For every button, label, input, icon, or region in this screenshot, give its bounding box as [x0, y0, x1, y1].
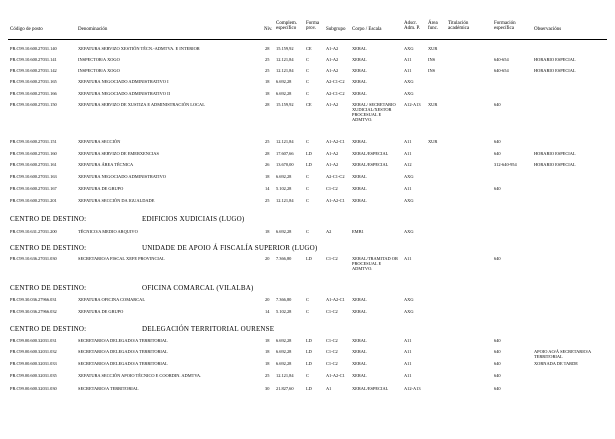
section-label: CENTRO DE DESTINO: — [10, 244, 87, 252]
cell-corpo: XERAL/ SECRETARIO XUDICIAL/XESTOR PROCESUAL E ADMTVO. — [352, 102, 396, 122]
cell-area: INS — [428, 68, 436, 73]
cell-corpo: EMB1 — [352, 229, 364, 234]
cell-forma: C — [306, 68, 309, 73]
cell-nivel: 18 — [265, 79, 270, 84]
cell-forma: C — [306, 91, 309, 96]
header-codigo: Código de posto — [10, 27, 43, 32]
cell-forma: LD — [306, 386, 312, 391]
cell-adscricion: A11 — [404, 338, 412, 343]
cell-code: PR.C99.00.600.32031.035 — [10, 373, 57, 378]
cell-forma: CE — [306, 46, 312, 51]
cell-nivel: 18 — [265, 229, 270, 234]
cell-observacions: HORARIO ESPECIAL — [534, 68, 576, 73]
cell-formacion: 640 — [494, 373, 501, 378]
cell-adscricion: A11 — [404, 256, 412, 261]
cell-complemento: 6.692,28 — [276, 229, 292, 234]
cell-forma: C — [306, 198, 309, 203]
cell-code: PR.C99.00.600.32031.033 — [10, 361, 57, 366]
cell-adscricion: AXG — [404, 79, 414, 84]
cell-code: PR.C99.10.600.27031.163 — [10, 174, 57, 179]
cell-corpo: XERAL/TRAMITAD OR PROCESUAL E ADMTVO. — [352, 256, 398, 271]
cell-complemento: 17.607,66 — [276, 151, 294, 156]
cell-formacion: 640-654 — [494, 68, 509, 73]
cell-corpo: XERAL — [352, 198, 367, 203]
cell-complemento: 6.692,28 — [276, 91, 292, 96]
header-complemento: Complem. específico — [276, 21, 297, 32]
cell-denominacion: XEFATURA ÁREA TÉCNICA — [78, 162, 134, 167]
cell-adscricion: AXG — [404, 174, 414, 179]
cell-subgrupo: C1-C2 — [326, 309, 338, 314]
cell-area: XUR — [428, 46, 438, 51]
header-subgrupo: Subgrupo — [326, 27, 346, 32]
cell-adscricion: A11 — [404, 186, 412, 191]
cell-adscricion: A12-A13 — [404, 386, 421, 391]
cell-observacions: XORNADA DE TARDE — [534, 361, 578, 366]
cell-area: XUR — [428, 139, 438, 144]
cell-complemento: 7.366,80 — [276, 297, 292, 302]
header-area: Área func. — [428, 21, 439, 32]
cell-forma: C — [306, 186, 309, 191]
cell-subgrupo: C1-C2 — [326, 186, 338, 191]
section-label: CENTRO DE DESTINO: — [10, 325, 87, 333]
cell-complemento: 6.692,28 — [276, 349, 292, 354]
cell-denominacion: XEFATURA OFICINA COMARCAL — [78, 297, 146, 302]
cell-subgrupo: A1-A2 — [326, 46, 339, 51]
cell-nivel: 25 — [265, 139, 270, 144]
cell-denominacion: SECRETARIO/A FISCAL XEFE PROVINCIAL — [78, 256, 165, 261]
cell-subgrupo: A2-C1-C2 — [326, 174, 345, 179]
cell-subgrupo: A1-A2 — [326, 57, 339, 62]
cell-formacion: 312-640-954 — [494, 162, 517, 167]
cell-corpo: XERAL/ESPECIAL — [352, 162, 389, 167]
cell-nivel: 18 — [265, 174, 270, 179]
cell-denominacion: TÉCNICO/A MEDIO ARQUIVO — [78, 229, 138, 234]
cell-nivel: 25 — [265, 57, 270, 62]
cell-complemento: 5.102,28 — [276, 186, 292, 191]
section-name: EDIFICIOS XUDICIAIS (LUGO) — [142, 215, 245, 223]
cell-nivel: 18 — [265, 338, 270, 343]
cell-complemento: 21.827,60 — [276, 386, 294, 391]
cell-adscricion: A12-A13 — [404, 102, 421, 107]
cell-subgrupo: A1-A2-C1 — [326, 373, 345, 378]
header-corpo: Corpo / Escala — [352, 27, 382, 32]
cell-adscricion: A11 — [404, 68, 412, 73]
cell-forma: LD — [306, 162, 312, 167]
cell-observacions: APOIO AO/Á SECRETARIO/A TERRITORIAL — [534, 349, 591, 359]
cell-corpo: XERAL — [352, 338, 367, 343]
cell-adscricion: AXG — [404, 91, 414, 96]
cell-complemento: 6.692,28 — [276, 79, 292, 84]
cell-observacions: HORARIO ESPECIAL — [534, 151, 576, 156]
cell-nivel: 20 — [265, 297, 270, 302]
cell-adscricion: A11 — [404, 361, 412, 366]
cell-nivel: 25 — [265, 68, 270, 73]
cell-adscricion: A11 — [404, 57, 412, 62]
cell-adscricion: AXG — [404, 229, 414, 234]
cell-nivel: 14 — [265, 309, 270, 314]
cell-complemento: 12.121,84 — [276, 373, 294, 378]
cell-forma: C — [306, 79, 309, 84]
cell-nivel: 30 — [265, 386, 270, 391]
cell-complemento: 6.692,28 — [276, 361, 292, 366]
cell-formacion: 640 — [494, 139, 501, 144]
cell-complemento: 15.159,92 — [276, 46, 294, 51]
cell-nivel: 18 — [265, 361, 270, 366]
cell-formacion: 640 — [494, 349, 501, 354]
cell-corpo: XERAL — [352, 57, 367, 62]
cell-denominacion: XEFATURA NEGOCIADO ADMINISTRATIVO — [78, 174, 166, 179]
cell-complemento: 12.121,84 — [276, 68, 294, 73]
cell-nivel: 28 — [265, 46, 270, 51]
cell-complemento: 7.366,80 — [276, 256, 292, 261]
cell-corpo: XERAL — [352, 68, 367, 73]
cell-denominacion: XEFATURA NEGOCIADO ADMINISTRATIVO II — [78, 91, 170, 96]
cell-adscricion: A12 — [404, 162, 412, 167]
cell-corpo: XERAL/ESPECIAL — [352, 151, 389, 156]
cell-denominacion: XEFATURA SERVIZO DE XUSTIZA E ADMINISTRACIÓN LOCAL — [78, 102, 205, 107]
cell-adscricion: AXG — [404, 198, 414, 203]
cell-subgrupo: A1-A2 — [326, 151, 339, 156]
cell-forma: C — [306, 229, 309, 234]
header-observacions: Observacións — [534, 27, 562, 32]
cell-complemento: 12.121,84 — [276, 139, 294, 144]
cell-denominacion: INSPECTOR/A XOGO — [78, 68, 120, 73]
cell-corpo: XERAL — [352, 46, 367, 51]
cell-adscricion: AXG — [404, 309, 414, 314]
cell-area: INS — [428, 57, 436, 62]
cell-code: PR.C99.10.600.27031.140 — [10, 46, 57, 51]
cell-formacion: 640-654 — [494, 57, 509, 62]
cell-formacion: 640 — [494, 361, 501, 366]
cell-formacion: 640 — [494, 102, 501, 107]
cell-nivel: 26 — [265, 162, 270, 167]
cell-corpo: XERAL — [352, 174, 367, 179]
cell-forma: C — [306, 297, 309, 302]
cell-corpo: XERAL/ESPECIAL — [352, 386, 389, 391]
cell-subgrupo: C1-C2 — [326, 338, 338, 343]
cell-nivel: 18 — [265, 349, 270, 354]
cell-forma: C — [306, 373, 309, 378]
cell-code: PR.C99.10.631.27031.200 — [10, 229, 57, 234]
cell-subgrupo: A1 — [326, 386, 332, 391]
section-name: OFICINA COMARCAL (VILALBA) — [142, 284, 254, 292]
cell-adscricion: A11 — [404, 139, 412, 144]
cell-denominacion: XEFATURA SECCIÓN APOIO TÉCNICO E COORDIN. ADMTVA. — [78, 373, 202, 378]
cell-complemento: 5.102,28 — [276, 309, 292, 314]
cell-adscricion: AXG — [404, 46, 414, 51]
header-nivel: Niv. — [264, 27, 273, 32]
cell-code: PR.C99.10.636.27031.030 — [10, 256, 57, 261]
cell-denominacion: SECRETARIO/A DELEGADO/A TERRITORIAL — [78, 361, 168, 366]
cell-forma: C — [306, 57, 309, 62]
cell-code: PR.C99.10.600.27031.151 — [10, 139, 57, 144]
cell-corpo: XERAL — [352, 139, 367, 144]
cell-adscricion: A11 — [404, 373, 412, 378]
cell-denominacion: XEFATURA NEGOCIADO ADMINISTRATIVO I — [78, 79, 169, 84]
cell-denominacion: XEFATURA SECCIÓN — [78, 139, 121, 144]
cell-corpo: XERAL — [352, 349, 367, 354]
cell-code: PR.C99.30.036.27966.031 — [10, 297, 57, 302]
cell-complemento: 13.670,00 — [276, 162, 294, 167]
cell-denominacion: XEFATURA SECCIÓN DA IGUALDADE — [78, 198, 155, 203]
cell-corpo: XERAL — [352, 186, 367, 191]
cell-complemento: 15.159,92 — [276, 102, 294, 107]
cell-nivel: 28 — [265, 102, 270, 107]
cell-denominacion: SECRETARIO/A DELEGADO/A TERRITORIAL — [78, 338, 168, 343]
cell-forma: CE — [306, 102, 312, 107]
cell-nivel: 20 — [265, 256, 270, 261]
cell-code: PR.C99.30.036.27966.032 — [10, 309, 57, 314]
cell-subgrupo: A1-A2-C1 — [326, 139, 345, 144]
cell-subgrupo: C1-C2 — [326, 349, 338, 354]
cell-denominacion: XEFATURA DE GRUPO — [78, 186, 124, 191]
cell-forma: C — [306, 139, 309, 144]
cell-forma: LD — [306, 338, 312, 343]
cell-formacion: 640 — [494, 386, 501, 391]
section-label: CENTRO DE DESTINO: — [10, 215, 87, 223]
cell-code: PR.C99.10.600.27031.165 — [10, 79, 57, 84]
cell-forma: LD — [306, 349, 312, 354]
cell-subgrupo: A1-A2 — [326, 102, 339, 107]
cell-corpo: XERAL — [352, 309, 367, 314]
cell-code: PR.C99.00.600.32031.031 — [10, 338, 57, 343]
cell-nivel: 14 — [265, 186, 270, 191]
cell-denominacion: INSPECTOR/A XOGO — [78, 57, 120, 62]
cell-code: PR.C99.10.600.27031.160 — [10, 151, 57, 156]
cell-adscricion: A11 — [404, 151, 412, 156]
cell-code: PR.C99.10.600.27031.161 — [10, 162, 57, 167]
cell-code: PR.C99.10.600.27031.141 — [10, 57, 57, 62]
cell-subgrupo: A2-C1-C2 — [326, 79, 345, 84]
cell-denominacion: XEFATURA DE GRUPO — [78, 309, 124, 314]
cell-nivel: 18 — [265, 91, 270, 96]
cell-code: PR.C99.10.600.27031.167 — [10, 186, 57, 191]
cell-complemento: 12.121,84 — [276, 198, 294, 203]
cell-nivel: 25 — [265, 198, 270, 203]
header-adscricion: Adscr. Adm. P. — [404, 21, 420, 32]
cell-code: PR.C99.10.600.27031.150 — [10, 102, 57, 107]
cell-area: XUR — [428, 102, 438, 107]
cell-subgrupo: C1-C2 — [326, 256, 338, 261]
cell-complemento: 6.692,28 — [276, 174, 292, 179]
cell-denominacion: XEFATURA SERVIZO XESTIÓN TÉCN.-ADMTVA. E INTERIOR — [78, 46, 200, 51]
cell-code: PR.C99.10.600.27031.201 — [10, 198, 57, 203]
cell-formacion: 640 — [494, 151, 501, 156]
cell-subgrupo: A1-A2 — [326, 162, 339, 167]
cell-code: PR.C99.00.600.32031.030 — [10, 386, 57, 391]
cell-subgrupo: A2-C1-C2 — [326, 91, 345, 96]
section-label: CENTRO DE DESTINO: — [10, 284, 87, 292]
cell-subgrupo: A1-A2-C1 — [326, 198, 345, 203]
cell-forma: LD — [306, 151, 312, 156]
cell-formacion: 640 — [494, 186, 501, 191]
header-formacion: Formación específica — [494, 21, 516, 32]
cell-formacion: 640 — [494, 338, 501, 343]
section-name: UNIDADE DE APOIO Á FISCALÍA SUPERIOR (LUGO) — [142, 244, 318, 252]
cell-subgrupo: A1-A2 — [326, 68, 339, 73]
cell-code: PR.C99.10.600.27031.142 — [10, 68, 57, 73]
cell-nivel: 28 — [265, 151, 270, 156]
cell-forma: LD — [306, 361, 312, 366]
cell-forma: C — [306, 174, 309, 179]
cell-corpo: XERAL — [352, 297, 367, 302]
cell-adscricion: AXG — [404, 297, 414, 302]
cell-forma: LD — [306, 256, 312, 261]
cell-code: PR.C99.10.600.27031.166 — [10, 91, 57, 96]
cell-nivel: 25 — [265, 373, 270, 378]
cell-forma: C — [306, 309, 309, 314]
cell-denominacion: SECRETARIO/A TERRITORIAL — [78, 386, 139, 391]
cell-observacions: HORARIO ESPECIAL — [534, 162, 576, 167]
cell-corpo: XERAL — [352, 373, 367, 378]
cell-corpo: XERAL — [352, 361, 367, 366]
cell-subgrupo: A1-A2-C1 — [326, 297, 345, 302]
cell-corpo: XERAL — [352, 79, 367, 84]
cell-observacions: HORARIO ESPECIAL — [534, 57, 576, 62]
header-denominacion: Denominación — [78, 27, 108, 32]
cell-complemento: 12.121,84 — [276, 57, 294, 62]
cell-subgrupo: C1-C2 — [326, 361, 338, 366]
cell-adscricion: A11 — [404, 349, 412, 354]
cell-denominacion: SECRETARIO/A DELEGADO/A TERRITORIAL — [78, 349, 168, 354]
section-name: DELEGACIÓN TERRITORIAL OURENSE — [142, 325, 275, 333]
cell-complemento: 6.692,28 — [276, 338, 292, 343]
cell-denominacion: XEFATURA SERVIZO DE EMERXENCIAS — [78, 151, 159, 156]
cell-code: PR.C99.00.600.32031.032 — [10, 349, 57, 354]
header-titulacion: Titulación académica — [448, 21, 470, 32]
header-forma: Forma prov. — [306, 21, 320, 32]
cell-formacion: 640 — [494, 256, 501, 261]
cell-subgrupo: A2 — [326, 229, 332, 234]
cell-corpo: XERAL — [352, 91, 367, 96]
